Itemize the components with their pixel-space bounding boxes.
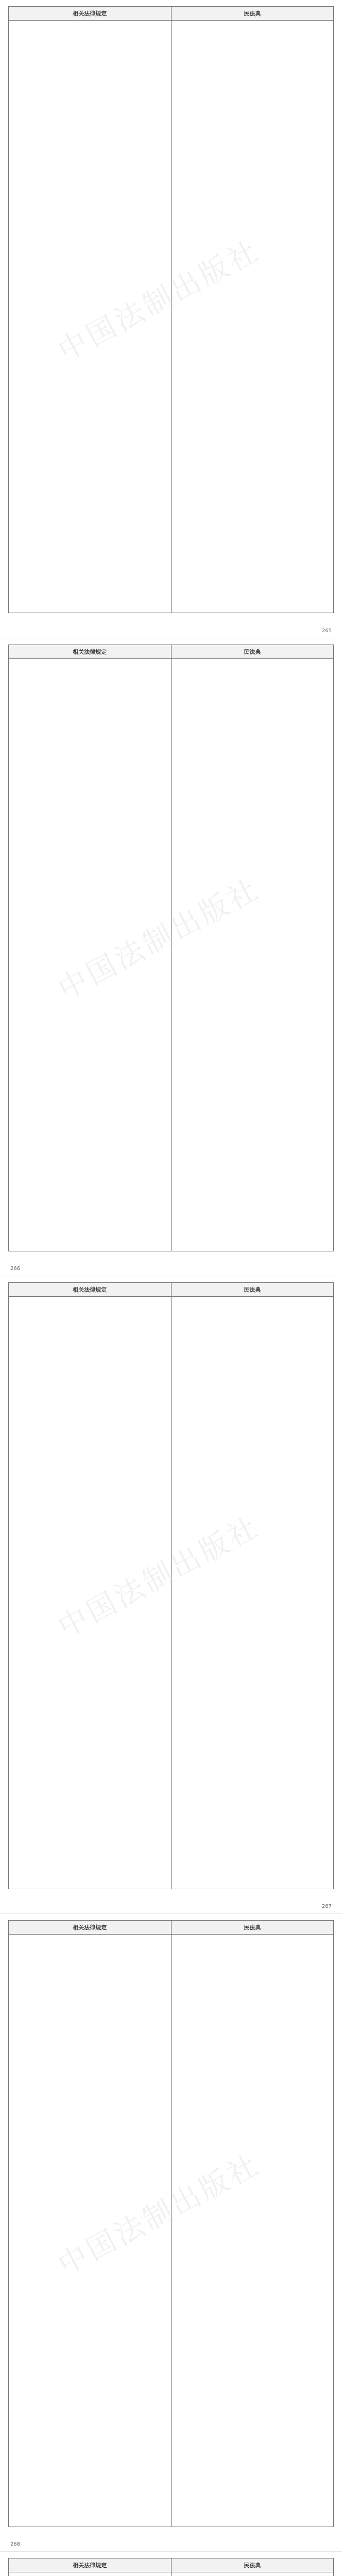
column-header-civil-code: 民法典 [171, 1921, 334, 1935]
related-laws-cell [9, 1297, 172, 1889]
column-header-civil-code: 民法典 [171, 1283, 334, 1297]
watermark: 中国法制出版社 [53, 1510, 266, 1645]
related-laws-cell [9, 2572, 172, 2576]
related-laws-cell [9, 1935, 172, 2527]
comparison-table [8, 1282, 334, 1889]
page-number: 267 [321, 1904, 332, 1909]
column-header-related-laws: 相关法律规定 [9, 2558, 172, 2572]
page [0, 2551, 342, 2576]
column-header-related-laws: 相关法律规定 [9, 7, 172, 21]
comparison-table [8, 6, 334, 613]
page-number: 266 [10, 1266, 21, 1272]
civil-code-cell [171, 21, 334, 613]
comparison-table [8, 645, 334, 1251]
related-laws-cell [9, 659, 172, 1251]
watermark: 中国法制出版社 [53, 872, 266, 1007]
watermark: 中国法制出版社 [53, 2147, 266, 2282]
comparison-table [8, 2558, 334, 2576]
page [0, 1913, 342, 2551]
civil-code-cell [171, 659, 334, 1251]
column-header-civil-code: 民法典 [171, 7, 334, 21]
column-header-related-laws: 相关法律规定 [9, 1283, 172, 1297]
civil-code-cell [171, 2572, 334, 2576]
column-header-related-laws: 相关法律规定 [9, 645, 172, 659]
page-number: 268 [10, 2541, 21, 2547]
watermark: 中国法制出版社 [53, 233, 266, 368]
page [0, 1276, 342, 1913]
civil-code-cell [171, 1297, 334, 1889]
page-number: 265 [321, 628, 332, 634]
civil-code-cell [171, 1935, 334, 2527]
column-header-civil-code: 民法典 [171, 2558, 334, 2572]
comparison-table [8, 1920, 334, 2527]
column-header-civil-code: 民法典 [171, 645, 334, 659]
related-laws-cell [9, 21, 172, 613]
page [0, 0, 342, 638]
page [0, 638, 342, 1276]
column-header-related-laws: 相关法律规定 [9, 1921, 172, 1935]
